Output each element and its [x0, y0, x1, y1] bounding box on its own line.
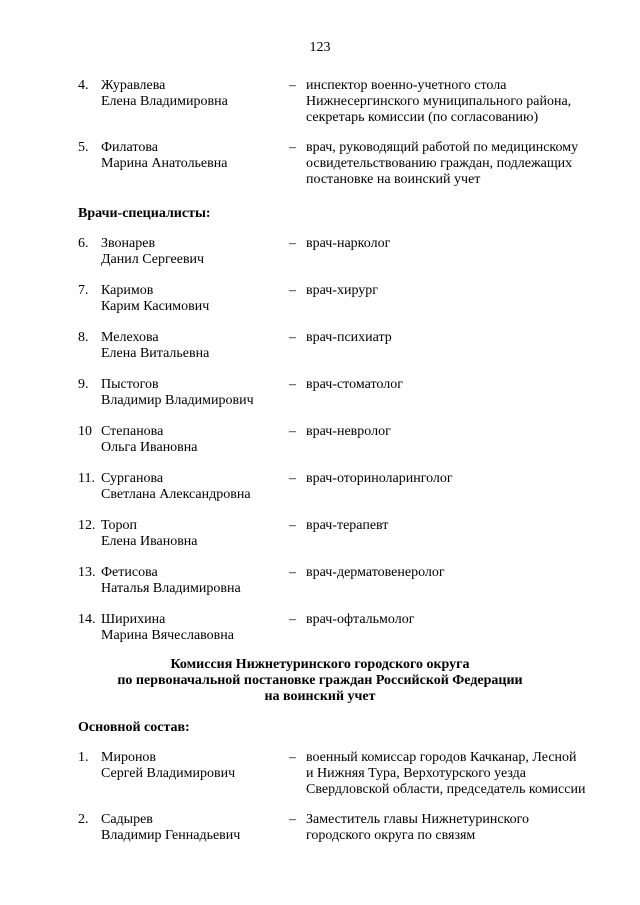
given-names: Владимир Владимирович: [101, 393, 254, 408]
section-heading-main-composition: Основной состав:: [78, 720, 190, 735]
entry-description: [306, 518, 626, 534]
description-line: и Нижняя Тура, Верхотурского уезда: [306, 766, 526, 781]
entry-name: [101, 140, 281, 172]
entry-description: [306, 236, 626, 252]
description-line: врач-нарколог: [306, 236, 391, 251]
entry-number: 13.: [78, 565, 96, 580]
description-line: врач-терапевт: [306, 518, 389, 533]
heading-line: по первоначальной постановке граждан Российской Федерации: [117, 673, 523, 688]
entry-dash: –: [289, 518, 296, 533]
surname: Филатова: [101, 140, 158, 155]
entry-dash: –: [289, 377, 296, 392]
entry-number: 7.: [78, 283, 89, 298]
entry-name: [101, 377, 281, 409]
entry-name: [101, 565, 281, 597]
description-line: врач-оториноларинголог: [306, 471, 453, 486]
surname: Сурганова: [101, 471, 164, 486]
description-line: городского округа по связям: [306, 828, 476, 843]
entry-name: [101, 812, 281, 844]
entry-number: 14.: [78, 612, 96, 627]
entry-number: 1.: [78, 750, 89, 765]
given-names: Елена Владимировна: [101, 94, 228, 109]
entry-name: [101, 236, 281, 268]
surname: Тороп: [101, 518, 137, 533]
given-names: Владимир Геннадьевич: [101, 828, 241, 843]
description-line: Заместитель главы Нижнетуринского: [306, 812, 530, 827]
entry-name: [101, 612, 281, 644]
given-names: Елена Ивановна: [101, 534, 198, 549]
given-names: Марина Вячеславовна: [101, 628, 234, 643]
description-line: Нижнесергинского муниципального района,: [306, 94, 572, 109]
entry-number: 4.: [78, 78, 89, 93]
given-names: Светлана Александровна: [101, 487, 251, 502]
description-line: врач-хирург: [306, 283, 379, 298]
entry-description: [306, 565, 626, 581]
description-line: секретарь комиссии (по согласованию): [306, 110, 539, 125]
entry-description: [306, 78, 626, 126]
description-line: инспектор военно-учетного стола: [306, 78, 507, 93]
surname: Журавлева: [101, 78, 166, 93]
entry-number: 5.: [78, 140, 89, 155]
surname: Садырев: [101, 812, 153, 827]
entry-number: 10: [78, 424, 92, 439]
entry-number: 9.: [78, 377, 89, 392]
description-line: освидетельствованию граждан, подлежащих: [306, 156, 573, 171]
entry-dash: –: [289, 78, 296, 93]
entry-name: [101, 750, 281, 782]
surname: Миронов: [101, 750, 157, 765]
surname: Ширихина: [101, 612, 166, 627]
entry-name: [101, 283, 281, 315]
entry-description: [306, 330, 626, 346]
entry-number: 12.: [78, 518, 96, 533]
page-number: 123: [309, 40, 331, 55]
surname: Фетисова: [101, 565, 158, 580]
entry-dash: –: [289, 140, 296, 155]
description-line: врач-невролог: [306, 424, 391, 439]
given-names: Марина Анатольевна: [101, 156, 228, 171]
description-line: врач, руководящий работой по медицинскому: [306, 140, 579, 155]
entry-name: [101, 78, 281, 110]
entry-description: [306, 283, 626, 299]
entry-dash: –: [289, 612, 296, 627]
entry-name: [101, 330, 281, 362]
entry-description: [306, 377, 626, 393]
entry-dash: –: [289, 236, 296, 251]
entry-description: [306, 140, 626, 188]
commission-heading: [0, 657, 640, 705]
entry-dash: –: [289, 565, 296, 580]
heading-line: Комиссия Нижнетуринского городского округа: [170, 657, 470, 672]
entry-number: 6.: [78, 236, 89, 251]
given-names: Сергей Владимирович: [101, 766, 236, 781]
description-line: врач-офтальмолог: [306, 612, 415, 627]
entry-number: 2.: [78, 812, 89, 827]
surname: Мелехова: [101, 330, 159, 345]
given-names: Елена Витальевна: [101, 346, 210, 361]
entry-description: [306, 424, 626, 440]
surname: Каримов: [101, 283, 154, 298]
entry-description: [306, 750, 626, 798]
entry-description: [306, 612, 626, 628]
entry-name: [101, 518, 281, 550]
entry-number: 8.: [78, 330, 89, 345]
entry-dash: –: [289, 330, 296, 345]
description-line: врач-психиатр: [306, 330, 392, 345]
entry-dash: –: [289, 750, 296, 765]
entry-name: [101, 424, 281, 456]
surname: Звонарев: [101, 236, 156, 251]
given-names: Данил Сергеевич: [101, 252, 205, 267]
description-line: военный комиссар городов Качканар, Лесной: [306, 750, 577, 765]
heading-line: на воинский учет: [264, 689, 376, 704]
entry-dash: –: [289, 424, 296, 439]
entry-dash: –: [289, 471, 296, 486]
description-line: Свердловской области, председатель комиссии: [306, 782, 586, 797]
given-names: Ольга Ивановна: [101, 440, 198, 455]
entry-number: 11.: [78, 471, 95, 486]
surname: Пыстогов: [101, 377, 159, 392]
entry-dash: –: [289, 812, 296, 827]
entry-name: [101, 471, 281, 503]
entry-description: [306, 471, 626, 487]
entry-description: [306, 812, 626, 844]
description-line: постановке на воинский учет: [306, 172, 481, 187]
section-heading-specialists: Врачи-специалисты:: [78, 206, 211, 221]
given-names: Наталья Владимировна: [101, 581, 241, 596]
description-line: врач-дерматовенеролог: [306, 565, 445, 580]
description-line: врач-стоматолог: [306, 377, 403, 392]
entry-dash: –: [289, 283, 296, 298]
surname: Степанова: [101, 424, 164, 439]
given-names: Карим Касимович: [101, 299, 210, 314]
